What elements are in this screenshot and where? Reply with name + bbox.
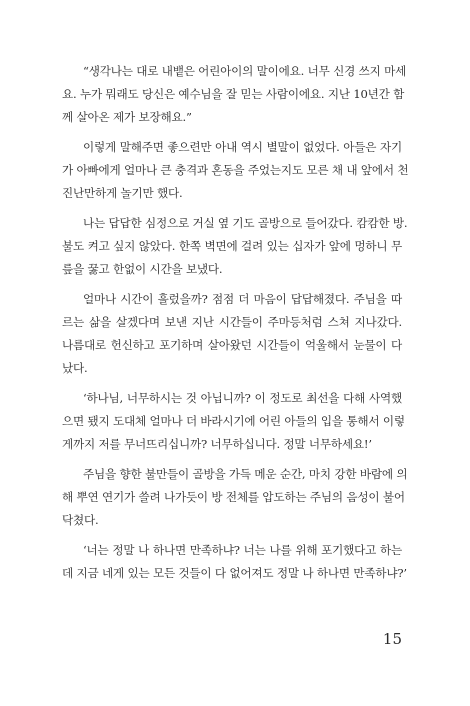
text-line: 데 지금 네게 있는 모든 것들이 다 없어져도 정말 나 하나면 만족하냐?’ [62,566,407,580]
text-line: 진난만하게 놀기만 했다. [62,186,183,200]
text-line: 나는 답답한 심정으로 거실 옆 기도 골방으로 들어갔다. 캄캄한 방. [83,216,408,230]
text-line: 나름대로 헌신하고 포기하며 살아왔던 시간들이 억울해서 눈물이 다 [62,338,402,352]
text-line: 해 뿌연 연기가 쓸려 나가듯이 방 전체를 압도하는 주님의 음성이 불어 [62,490,405,504]
text-line: 얼마나 시간이 흘렀을까? 점점 더 마음이 답답해졌다. 주님을 따 [83,292,402,306]
paragraph [62,463,408,532]
body-text [62,60,409,585]
text-line: 이렇게 말해주면 좋으련만 아내 역시 별말이 없었다. 아들은 자기 [83,140,402,154]
text-line: 불도 켜고 싶지 않았다. 한쪽 벽면에 걸려 있는 십자가 앞에 멍하니 무 [62,239,402,253]
paragraph [62,136,409,205]
text-line: 가 아빠에게 얼마나 큰 충격과 혼동을 주었는지도 모른 채 내 앞에서 천 [62,163,409,177]
text-line: 났다. [62,361,88,375]
paragraph [62,288,402,380]
paragraph [62,212,408,281]
paragraph [62,387,405,456]
paragraph [62,539,407,585]
text-line: 으면 됐지 도대체 얼마나 더 바라시기에 어린 아들의 입을 통해서 이렇 [62,414,405,428]
text-line: 께 살아온 제가 보장해요.” [62,110,192,124]
text-line: 릎을 꿇고 한없이 시간을 보냈다. [62,262,223,276]
text-line: ‘너는 정말 나 하나면 만족하냐? 너는 나를 위해 포기했다고 하는 [83,543,402,557]
text-line: ‘하나님, 너무하시는 것 아닙니까? 이 정도로 최선을 다해 사역했 [83,391,402,405]
paragraph [62,60,407,129]
text-line: 게까지 저를 무너뜨리십니까? 너무하십니다. 정말 너무하세요!’ [62,437,372,451]
text-line: 르는 삶을 살겠다며 보낸 지난 시간들이 주마등처럼 스쳐 지나갔다. [62,315,402,329]
text-line: 요. 누가 뭐래도 당신은 예수님을 잘 믿는 사람이에요. 지난 10년간 함 [62,87,405,101]
text-line: 주님을 향한 불만들이 골방을 가득 메운 순간, 마치 강한 바람에 의 [83,467,408,481]
page-number: 15 [382,630,402,648]
text-line: “생각나는 대로 내뱉은 어린아이의 말이에요. 너무 신경 쓰지 마세 [83,64,407,78]
text-line: 닥쳤다. [62,513,99,527]
